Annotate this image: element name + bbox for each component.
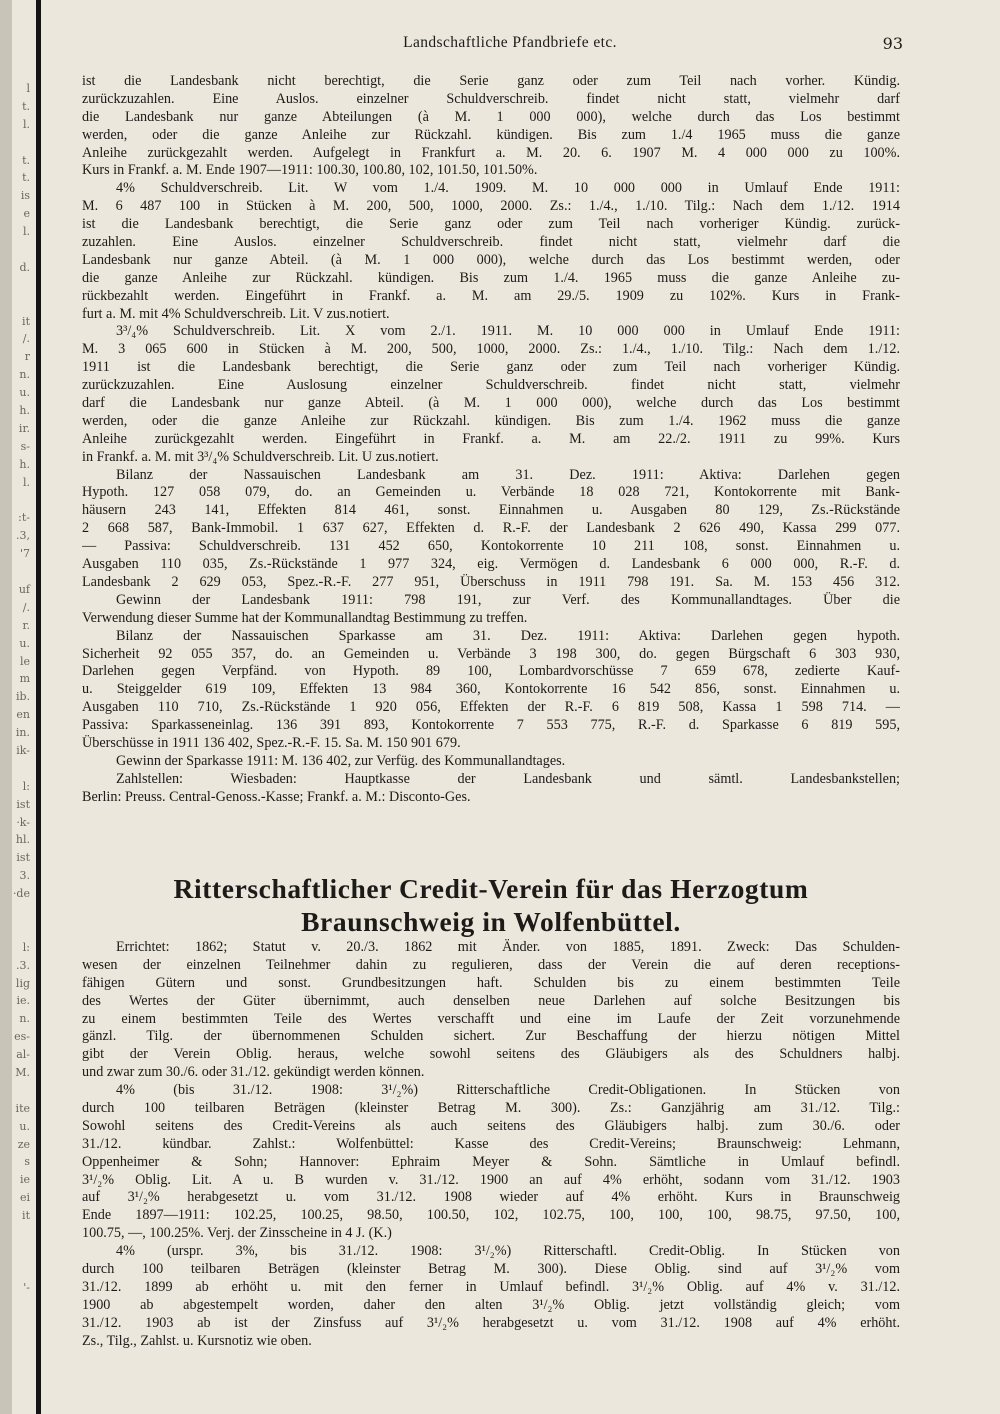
- landesbank-text-block: [82, 73, 900, 807]
- margin-fragment: ik-: [16, 743, 30, 757]
- margin-fragment: [0, 295, 34, 313]
- margin-fragment: n.: [19, 1012, 30, 1026]
- previous-page-margin-fragments: [0, 80, 34, 1297]
- margin-fragment: al-: [16, 1048, 30, 1062]
- margin-fragment: t.: [22, 171, 30, 185]
- text-line: 1900 ab abgestempelt worden, daher den alten 3¹/₂% Oblig. jetzt vollständig gleich; vom: [82, 1296, 900, 1313]
- margin-fragment: e: [23, 207, 30, 221]
- text-line: 1911 ist die Landesbank berechtigt, die Serie ganz oder zum Teil nach vorheriger Kündig.: [82, 359, 900, 376]
- section-title-line: Braunschweig in Wolfenbüttel.: [301, 906, 681, 937]
- margin-fragment: [0, 563, 34, 581]
- margin-fragment: [0, 1225, 34, 1243]
- text-line: Darlehen gegen Verpfänd. von Hypoth. 89 100, Lombardvorschüsse 7 659 678, zedierte Kauf-: [82, 663, 900, 680]
- margin-fragment: ze: [17, 1137, 30, 1151]
- text-line: Kurs in Frankf. a. M. Ende 1907—1911: 100.30, 100.80, 102, 101.50, 101.50%.: [82, 162, 538, 179]
- text-line: gänzl. Tilg. der übernommenen Schulden sichert. Zur Beschaffung der hierzu nötigen Mittel: [82, 1028, 900, 1045]
- text-line: Landesbank nur ganze Abteil. (à M. 1 000 000), welche durch das Los bestimmt werden, oder: [82, 251, 900, 268]
- margin-fragment: '7: [19, 547, 30, 561]
- text-line: Zahlstellen: Wiesbaden: Hauptkasse der Landesbank und sämtl. Landesbankstellen;: [116, 770, 900, 787]
- text-line: Bilanz der Nassauischen Sparkasse am 31. Dez. 1911: Aktiva: Darlehen gegen hypoth.: [116, 627, 900, 644]
- text-line: Ausgaben 110 035, Zs.-Rückstände 1 977 324, eig. Vermögen d. Landesbank 6 000 000, R.-F. d.: [82, 556, 900, 573]
- text-line: die ganze Anleihe zur Rückzahl. kündigen. Bis zum 1./4. 1965 muss die ganze Anleihe zu-: [82, 269, 900, 286]
- section-title-line: Ritterschaftlicher Credit-Verein für das Herzogtum: [173, 873, 809, 904]
- text-line: Ausgaben 110 710, Zs.-Rückstände 1 920 056, Effekten der R.-F. 6 819 508, Kassa 1 598 714. —: [82, 699, 900, 716]
- margin-fragment: [0, 760, 34, 778]
- margin-fragment: le: [19, 654, 30, 668]
- margin-fragment: hl.: [15, 833, 30, 847]
- text-line: Bilanz der Nassauischen Landesbank am 31. Dez. 1911: Aktiva: Darlehen gegen: [116, 466, 900, 483]
- text-line: auf 3¹/₂% herabgesetzt u. vom 31./12. 1908 wieder auf 4% erhöht. Kurs in Braunschweig: [82, 1189, 900, 1206]
- text-line: 3¹/₂% Oblig. Lit. A u. B wurden v. 31./12. 1900 an auf 4% erhöht, sodann vom 31./12. 1903: [82, 1171, 900, 1188]
- text-line: und zwar zum 30./6. oder 31./12. gekündigt werden können.: [82, 1064, 425, 1081]
- text-line: Oppenheimer & Sohn; Hannover: Ephraim Meyer & Sohn. Sämtliche in Umlauf befindl.: [82, 1153, 900, 1170]
- text-line: Berlin: Preuss. Central-Genoss.-Kasse; Frankf. a. M.: Disconto-Ges.: [82, 788, 471, 805]
- text-line: Gewinn der Landesbank 1911: 798 191, zur Verf. des Kommunallandtages. Über die: [116, 591, 900, 608]
- margin-fragment: 3.: [19, 869, 30, 883]
- margin-fragment: es-: [14, 1030, 30, 1044]
- text-line: Anleihe zurückgezahlt werden. Aufgelegt in Frankfurt a. M. 20. 6. 1907 M. 4 000 000 zu 100%.: [82, 144, 900, 161]
- text-line: darf die Landesbank nur ganze Abteil. (à M. 1 000 000), welche durch das Los bestimmt: [82, 395, 900, 412]
- margin-fragment: ei: [19, 1191, 30, 1205]
- margin-fragment: .3.: [16, 958, 30, 972]
- section-title: [82, 872, 900, 938]
- margin-fragment: d.: [19, 260, 30, 274]
- margin-fragment: l: [26, 82, 30, 95]
- margin-fragment: ist: [16, 851, 30, 865]
- margin-fragment: [0, 277, 34, 295]
- margin-fragment: h.: [19, 457, 30, 471]
- text-line: M. 3 065 600 in Stücken à M. 200, 500, 1000, 2000. Zs.: 1./4., 1./10. Tilg.: Nach dem 1./12.: [82, 341, 900, 358]
- margin-fragment: t.: [22, 99, 30, 113]
- margin-fragment: s: [24, 1155, 30, 1169]
- text-line: Passiva: Sparkasseneinlag. 136 391 893, Kontokorrente 7 553 775, R.-F. d. Sparkasse 6 819 595,: [82, 717, 900, 734]
- text-line: Landesbank 2 629 053, Spez.-R.-F. 277 951, Überschuss in 1911 798 191. Sa. M. 153 456 312.: [82, 573, 900, 590]
- page-header: [115, 34, 905, 54]
- margin-fragment: l.: [22, 475, 30, 489]
- margin-fragment: is: [20, 189, 30, 203]
- running-title: Landschaftliche Pfandbriefe etc.: [403, 34, 617, 51]
- text-line: 3³/₄% Schuldverschreib. Lit. X vom 2./1. 1911. M. 10 000 000 in Umlauf Ende 1911:: [116, 323, 900, 340]
- text-line: zuzahlen. Eine Auslos. einzelner Schuldverschreib. findet nicht statt, vielmehr darf die: [82, 234, 900, 251]
- margin-fragment: ite: [15, 1101, 30, 1115]
- text-line: u. Steiggelder 619 109, Effekten 13 984 360, Kontokorrente 16 542 856, sonst. Einnahmen u.: [82, 681, 900, 698]
- text-line: in Frankf. a. M. mit 3³/₄% Schuldverschreib. Lit. U zus.notiert.: [82, 448, 439, 465]
- text-line: Hypoth. 127 058 079, do. an Gemeinden u. Verbände 18 028 721, Kontokorrente mit Bank-: [82, 484, 900, 501]
- text-line: zurückzuzahlen. Eine Auslos. einzelner Schuldverschreib. findet nicht statt, vielmehr darf: [82, 90, 900, 107]
- text-line: Anleihe zurückgezahlt werden. Eingeführt in Frankf. a. M. am 22./2. 1911 zu 99%. Kurs: [82, 430, 900, 447]
- text-line: zu einem bestimmten Teile des Wertes verschafft und eine im Laufe der Zeit vorzunehmende: [82, 1010, 900, 1027]
- margin-fragment: m: [19, 672, 30, 686]
- margin-fragment: r.: [22, 618, 30, 632]
- text-line: 31./12. kündbar. Zahlst.: Wolfenbüttel: Kasse des Credit-Vereins; Braunschweig: Lehmann,: [82, 1135, 900, 1152]
- margin-fragment: [0, 134, 34, 152]
- margin-fragment: ·k-: [16, 815, 30, 829]
- margin-fragment: [0, 241, 34, 259]
- margin-fragment: ib.: [15, 690, 30, 704]
- margin-fragment: in.: [15, 726, 30, 740]
- margin-fragment: /.: [22, 600, 30, 614]
- text-line: 100.75, —, 100.25%. Verj. der Zinsscheine in 4 J. (K.): [82, 1225, 392, 1242]
- text-line: die Landesbank nur ganze Abteilungen (à M. 1 000 000), welche durch das Los bestimmt: [82, 108, 900, 125]
- margin-fragment: it: [22, 1209, 30, 1223]
- margin-fragment: M.: [15, 1065, 30, 1079]
- margin-fragment: n.: [19, 368, 30, 382]
- text-line: Ende 1897—1911: 102.25, 100.25, 98.50, 100.50, 102, 102.75, 100, 100, 100, 98.75, 97.50, 100,: [82, 1207, 900, 1224]
- text-line: 4% Schuldverschreib. Lit. W vom 1./4. 1909. M. 10 000 000 in Umlauf Ende 1911:: [116, 180, 900, 197]
- text-line: häusern 243 141, Effekten 814 461, sonst. Einnahmen u. Ausgaben 80 129, Zs.-Rückstände: [82, 502, 900, 519]
- margin-fragment: .3,: [16, 529, 30, 543]
- margin-fragment: ir.: [18, 421, 30, 435]
- text-line: 31./12. 1903 ab ist der Zinsfuss auf 3¹/₂% herabgesetzt u. vom 31./12. 1908 auf 4% erhöht.: [82, 1314, 900, 1331]
- text-line: zurückzuzahlen. Eine Auslosung einzelner Schuldverschreib. findet nicht statt, vielmehr: [82, 377, 900, 394]
- margin-fragment: ist: [16, 797, 30, 811]
- text-line: ist die Landesbank berechtigt, die Serie ganz oder zum Teil nach vorheriger Kündig. zurück-: [82, 216, 900, 233]
- text-line: furt a. M. mit 4% Schuldverschreib. Lit. V zus.notiert.: [82, 305, 390, 322]
- text-line: werden, oder die ganze Anleihe zur Rückzahl. kündigen. Bis zum 1./4. 1962 muss die ganze: [82, 412, 900, 429]
- margin-fragment: lig: [15, 976, 30, 990]
- margin-fragment: '-: [23, 1280, 30, 1294]
- margin-fragment: [0, 1082, 34, 1100]
- text-line: gibt der Verein Oblig. heraus, welche sowohl seitens des Gläubigers als des Schuldners halbj.: [82, 1046, 900, 1063]
- margin-fragment: l:: [22, 779, 30, 793]
- text-line: 2 668 587, Bank-Immobil. 1 637 627, Effekten d. R.-F. der Landesbank 2 626 490, Kassa 299 077.: [82, 520, 900, 537]
- margin-fragment: ie: [19, 1173, 30, 1187]
- margin-fragment: [0, 1243, 34, 1261]
- text-line: — Passiva: Schuldverschreib. 131 452 650, Kontokorrente 10 211 108, sonst. Einnahmen u.: [82, 538, 900, 555]
- text-line: durch 100 teilbaren Beträgen (kleinster Betrag M. 300). Zs.: Ganzjährig am 31./12. Tilg.:: [82, 1100, 900, 1117]
- margin-fragment: en: [16, 708, 30, 722]
- text-line: 31./12. 1899 ab erhöht u. mit den ferner in Umlauf befindl. 3¹/₂% Oblig. auf 4% v. 31./12.: [82, 1278, 900, 1295]
- margin-fragment: u.: [19, 386, 30, 400]
- text-line: rückbezahlt werden. Eingeführt in Frankf. a. M. am 29./5. 1909 zu 102%. Kurs in Frank-: [82, 287, 900, 304]
- text-line: 4% (urspr. 3%, bis 31./12. 1908: 3¹/₂%) Ritterschaftl. Credit-Oblig. In Stücken von: [116, 1243, 900, 1260]
- margin-fragment: s-: [20, 439, 30, 453]
- margin-fragment: it: [22, 314, 30, 328]
- text-line: wesen der einzelnen Teilnehmer dahin zu regulieren, dass der Verein die auf deren receptions-: [82, 956, 900, 973]
- text-line: des Wertes der Güter übernimmt, auch denselben neue Darlehen auf solche Besitzungen bis: [82, 992, 900, 1009]
- margin-fragment: u.: [19, 1119, 30, 1133]
- text-line: Errichtet: 1862; Statut v. 20./3. 1862 mit Änder. von 1885, 1891. Zweck: Das Schulden-: [116, 939, 900, 955]
- text-line: Sicherheit 92 055 357, do. an Gemeinden u. Verbände 3 198 300, do. gegen Bürgschaft 6 303 930,: [82, 645, 900, 662]
- text-line: ist die Landesbank nicht berechtigt, die Serie ganz oder zum Teil nach vorher. Kündig.: [82, 73, 900, 89]
- text-line: Sowohl seitens des Credit-Vereins als auch seitens des Gläubigers halbj. zum 30./6. oder: [82, 1117, 900, 1134]
- text-line: Gewinn der Sparkasse 1911: M. 136 402, zur Verfüg. des Kommunallandtages.: [116, 752, 566, 769]
- margin-fragment: r: [24, 350, 30, 364]
- margin-fragment: h.: [19, 404, 30, 418]
- credit-verein-text-block: [82, 939, 900, 1350]
- gutter-divider: [36, 0, 41, 1414]
- page-number: 93: [882, 34, 903, 53]
- margin-fragment: [0, 491, 34, 509]
- margin-fragment: l:: [22, 940, 30, 954]
- text-line: Überschüsse in 1911 136 402, Spez.-R.-F. 15. Sa. M. 150 901 679.: [82, 734, 461, 751]
- text-line: Zs., Tilg., Zahlst. u. Kursnotiz wie oben.: [82, 1332, 312, 1349]
- margin-fragment: [0, 903, 34, 921]
- margin-fragment: [0, 1261, 34, 1279]
- margin-fragment: l.: [22, 117, 30, 131]
- margin-fragment: ·de: [12, 887, 30, 901]
- text-line: M. 6 487 100 in Stücken à M. 200, 500, 1000, 2000. Zs.: 1./4., 1./10. Tilg.: Nach dem 1./12. 1914: [82, 198, 900, 215]
- text-line: werden, oder die ganze Anleihe zur Rückzahl. kündigen. Bis zum 1./4 1965 muss die ganze: [82, 126, 900, 143]
- margin-fragment: ie.: [16, 994, 30, 1008]
- text-line: Verwendung dieser Summe hat der Kommunallandtag Bestimmung zu treffen.: [82, 609, 528, 626]
- margin-fragment: l.: [22, 225, 30, 239]
- margin-fragment: /.: [22, 332, 30, 346]
- text-line: 4% (bis 31./12. 1908: 3¹/₂%) Ritterschaftliche Credit-Obligationen. In Stücken von: [116, 1082, 900, 1099]
- margin-fragment: t.: [22, 153, 30, 167]
- margin-fragment: u.: [19, 636, 30, 650]
- margin-fragment: [0, 921, 34, 939]
- text-line: durch 100 teilbaren Beträgen (kleinster Betrag M. 300). Diese Oblig. sind auf 3¹/₂% vom: [82, 1261, 900, 1278]
- margin-fragment: uf: [18, 582, 30, 596]
- margin-fragment: :t-: [18, 511, 30, 525]
- text-line: fähigen Gütern und sonst. Grundbesitzungen haft. Schulden bis zu einem bestimmten Teile: [82, 974, 900, 991]
